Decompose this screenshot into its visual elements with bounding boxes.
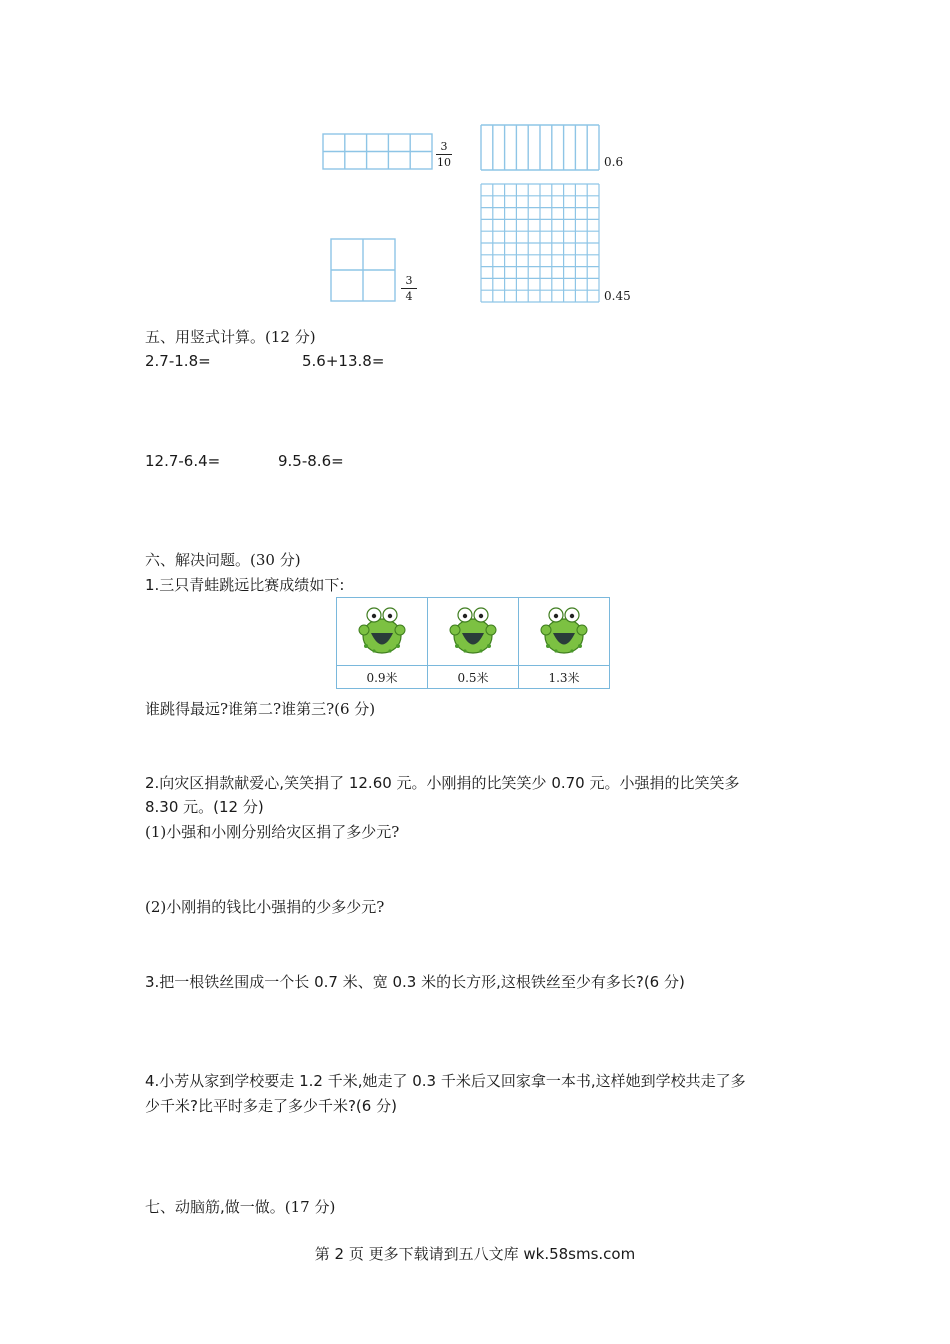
section-title: 六、解决问题。: [145, 551, 251, 569]
grid-figure-3-10: [322, 133, 434, 171]
calc-question-3: 12.7-6.4=: [145, 452, 221, 470]
frog-distance-label: 0.5米: [428, 666, 519, 689]
grid-figure-0-6: [480, 124, 602, 172]
frog-distance-label: 1.3米: [519, 666, 610, 689]
problem-1-intro: 1.三只青蛙跳远比赛成绩如下:: [145, 576, 345, 594]
grid-figure-0-45: [480, 183, 602, 305]
frog-cell: [428, 598, 519, 666]
problem-2-line-1: 2.向灾区捐款献爱心,笑笑捐了 12.60 元。小刚捐的比笑笑少 0.70 元。小强捐的比笑笑多: [145, 774, 740, 792]
decimal-label-0-6: 0.6: [604, 155, 624, 169]
frog-icon: [352, 600, 412, 660]
problem-2-line-2: 8.30 元。(12 分): [145, 798, 264, 816]
frog-cell: [519, 598, 610, 666]
section-points: (17 分): [284, 1198, 336, 1216]
section-title: 七、动脑筋,做一做。: [145, 1198, 285, 1216]
grid-figure-3-4: [330, 238, 398, 304]
section-points: (12 分): [265, 328, 316, 346]
fraction-numerator: 3: [405, 274, 413, 287]
problem-3: 3.把一根铁丝围成一个长 0.7 米、宽 0.3 米的长方形,这根铁丝至少有多长?(6 分): [145, 973, 685, 991]
problem-2-sub-1: (1)小强和小刚分别给灾区捐了多少元?: [145, 823, 400, 841]
section-7-heading: [145, 1197, 335, 1217]
frog-cell: [337, 598, 428, 666]
problem-2-sub-2: (2)小刚捐的钱比小强捐的少多少元?: [145, 898, 385, 916]
fraction-3-4: [401, 274, 417, 303]
fraction-numerator: 3: [440, 140, 448, 153]
frog-results-table: [336, 597, 610, 689]
frog-icon: [534, 600, 594, 660]
problem-4-line-2: 少千米?比平时多走了多少千米?(6 分): [145, 1097, 397, 1115]
section-5-heading: [145, 327, 316, 347]
section-points: (30 分): [250, 551, 301, 569]
calc-question-2: 5.6+13.8=: [302, 352, 385, 370]
frog-icon: [443, 600, 503, 660]
problem-1-question: 谁跳得最远?谁第二?谁第三?(6 分): [145, 700, 376, 718]
frog-distance-label: 0.9米: [337, 666, 428, 689]
problem-4-line-1: 4.小芳从家到学校要走 1.2 千米,她走了 0.3 千米后又回家拿一本书,这样她到学校共走了多: [145, 1072, 746, 1090]
calc-question-4: 9.5-8.6=: [278, 452, 344, 470]
page-footer: 第 2 页 更多下载请到五八文库 wk.58sms.com: [314, 1245, 636, 1263]
calc-question-1: 2.7-1.8=: [145, 352, 211, 370]
decimal-label-0-45: 0.45: [604, 289, 631, 303]
section-title: 五、用竖式计算。: [145, 328, 266, 346]
fraction-denominator: 4: [405, 290, 413, 303]
fraction-denominator: 10: [437, 156, 451, 169]
section-6-heading: [145, 550, 301, 570]
fraction-3-10: [436, 140, 452, 169]
